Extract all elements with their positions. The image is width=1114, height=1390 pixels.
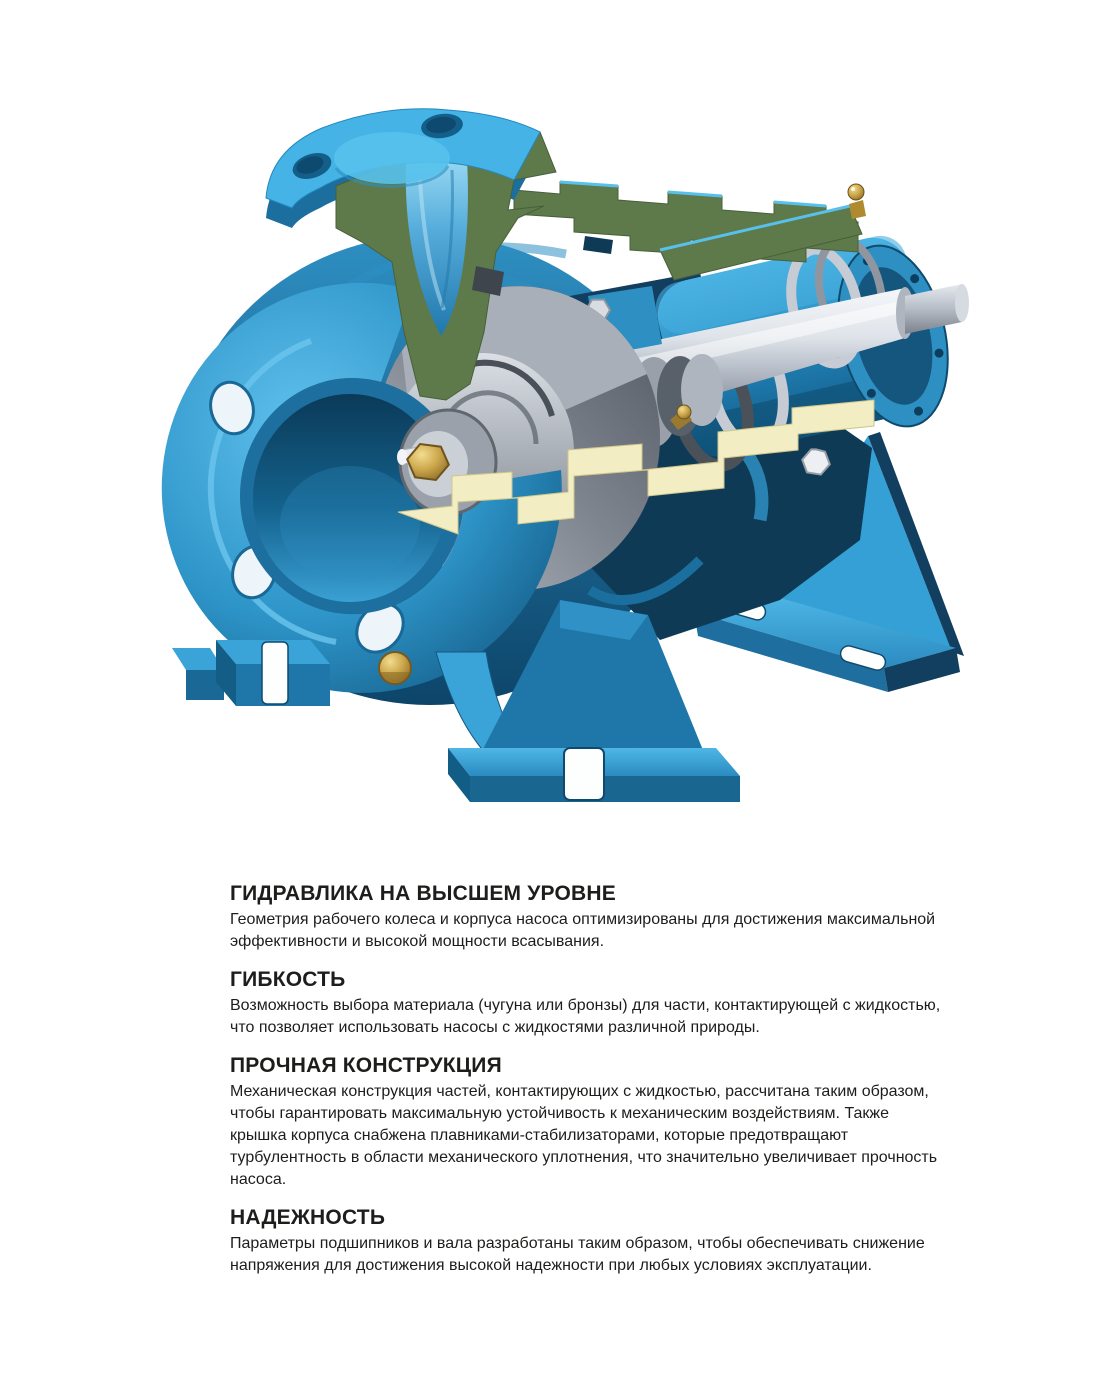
section-heading: ГИБКОСТЬ	[230, 968, 346, 991]
section-body: Геометрия рабочего колеса и корпуса насоса оптимизированы для достижения максимальной эффективности и высокой мощности всасывания.	[230, 911, 936, 950]
section-reliability	[230, 1206, 948, 1277]
foot-slot	[262, 642, 288, 704]
section-flexibility	[230, 968, 948, 1039]
section-heading: ГИДРАВЛИКА НА ВЫСШЕМ УРОВНЕ	[230, 882, 616, 905]
grease-nipple-stem	[849, 200, 866, 219]
grease-nipple	[848, 184, 864, 200]
section-hydraulics	[230, 882, 948, 953]
feature-sections	[230, 882, 948, 1292]
section-heading: ПРОЧНАЯ КОНСТРУКЦИЯ	[230, 1054, 502, 1077]
section-body: Возможность выбора материала (чугуна или бронзы) для части, контактирующей с жидкостью, что позволяет использовать насосы с жидкостями различной природы.	[230, 997, 941, 1036]
section-robust-construction	[230, 1054, 948, 1191]
section-body: Параметры подшипников и вала разработаны таким образом, чтобы обеспечивать снижение напряжения для достижения высокой надежности при любых условиях эксплуатации.	[230, 1235, 925, 1274]
foot-slot	[564, 748, 604, 800]
section-heading: НАДЕЖНОСТЬ	[230, 1206, 386, 1229]
section-body: Механическая конструкция частей, контактирующих с жидкостью, рассчитана таким образом, чтобы гарантировать максимальную устойчивость к механическим воздействиям. Также крышка корпуса снабжена плавниками-стабилизаторами, которые предотвращают турбулентность в области механического уплотнения, что значительно увеличивает прочность насоса.	[230, 1083, 938, 1188]
